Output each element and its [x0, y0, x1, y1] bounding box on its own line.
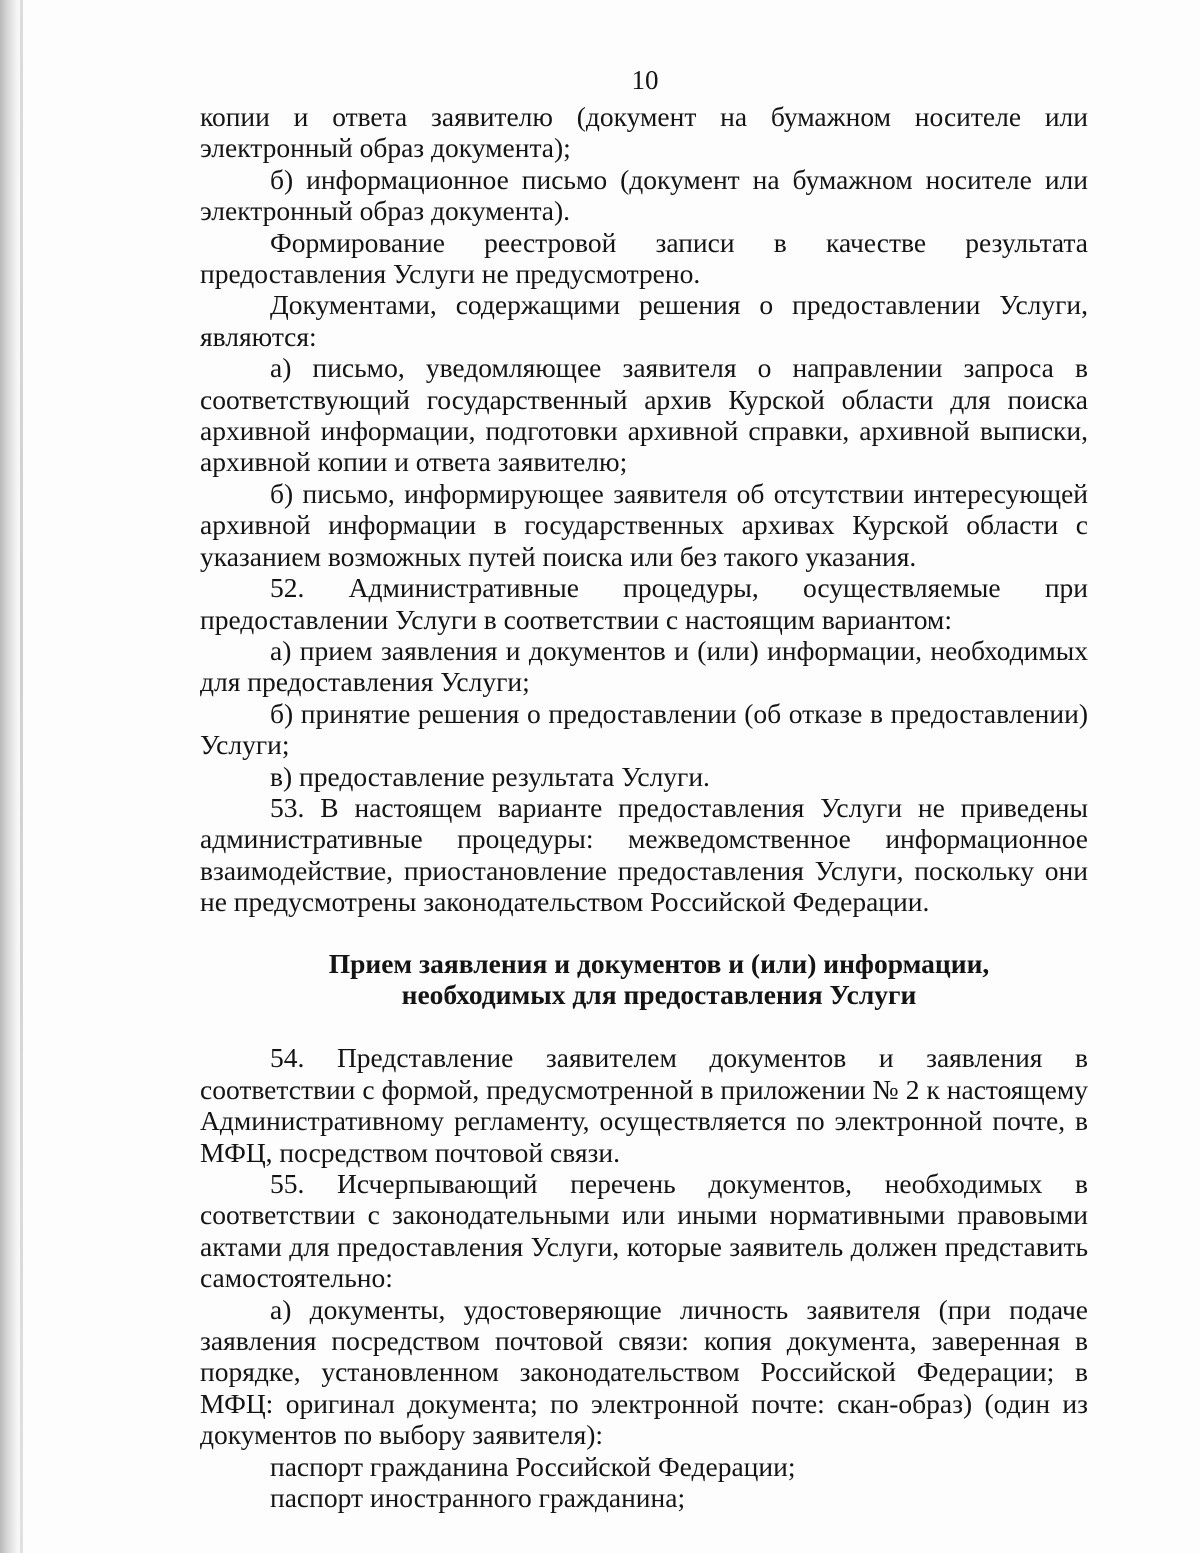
paragraph-item-b-absence-letter: б) письмо, информирующее заявителя об отсутствии интересующей архивной информации в государственных архивах Курской области с указанием возможных путей поиска или без такого указания.: [200, 477, 1088, 572]
paragraph-item-b-info-letter: б) информационное письмо (документ на бумажном носителе или электронный образ документа).: [200, 163, 1088, 227]
paragraph-continuation: копии и ответа заявителю (документ на бумажном носителе или электронный образ документа);: [200, 101, 1088, 164]
section-heading-line-1: Прием заявления и документов и (или) информации,: [328, 947, 990, 979]
paragraph-item-a-identity-docs: а) документы, удостоверяющие личность заявителя (при подаче заявления посредством почтовой связи: копия документа, заверенная в порядке, установленном законодательством Российской Федерации; в МФЦ: оригинал документа; по электронной почте: скан-образ) (один из документов по выбору заявителя):: [200, 1293, 1088, 1451]
document-body: [200, 101, 1088, 1513]
page-number: 10: [631, 65, 659, 95]
paragraph-procedure-a: а) прием заявления и документов и (или) информации, необходимых для предоставления Услуги;: [200, 634, 1088, 698]
paragraph-52-procedures: 52. Административные процедуры, осуществляемые при предоставлении Услуги в соответствии с настоящим вариантом:: [200, 572, 1088, 635]
paragraph-55-document-list: 55. Исчерпывающий перечень документов, необходимых в соответствии с законодательными или иными нормативными правовыми актами для предоставления Услуги, которые заявитель должен представить самостоятельно:: [200, 1168, 1088, 1294]
paragraph-decision-documents: Документами, содержащими решения о предоставлении Услуги, являются:: [200, 289, 1088, 352]
paragraph-53-not-included: 53. В настоящем варианте предоставления Услуги не приведены административные процедуры: межведомственное информационное взаимодействие, приостановление предоставления Услуги, поскольку они не предусмотрены законодательством Российской Федерации.: [200, 791, 1088, 918]
paragraph-procedure-b: б) принятие решения о предоставлении (об отказе в предоставлении) Услуги;: [200, 697, 1088, 761]
scan-edge-shadow: [0, 0, 22, 1553]
scan-edge-streak: [20, 0, 23, 1553]
list-item-russian-passport: паспорт гражданина Российской Федерации;: [270, 1450, 796, 1482]
list-item-foreign-passport: паспорт иностранного гражданина;: [270, 1482, 686, 1514]
section-heading: [200, 948, 1088, 1011]
section-heading-line-2: необходимых для предоставления Услуги: [401, 978, 917, 1010]
paragraph-registry-record: Формирование реестровой записи в качестве результата предоставления Услуги не предусмотрено.: [200, 226, 1088, 290]
paragraph-item-a-notify-letter: а) письмо, уведомляющее заявителя о направлении запроса в соответствующий государственный архив Курской области для поиска архивной информации, подготовки архивной справки, архивной выписки, архивной копии и ответа заявителю;: [200, 352, 1088, 478]
paragraph-54-submission: 54. Представление заявителем документов и заявления в соответствии с формой, предусмотренной в приложении № 2 к настоящему Административному регламенту, осуществляется по электронной почте, в МФЦ, посредством почтовой связи.: [200, 1042, 1088, 1168]
paragraph-procedure-c: в) предоставление результата Услуги.: [270, 760, 710, 792]
